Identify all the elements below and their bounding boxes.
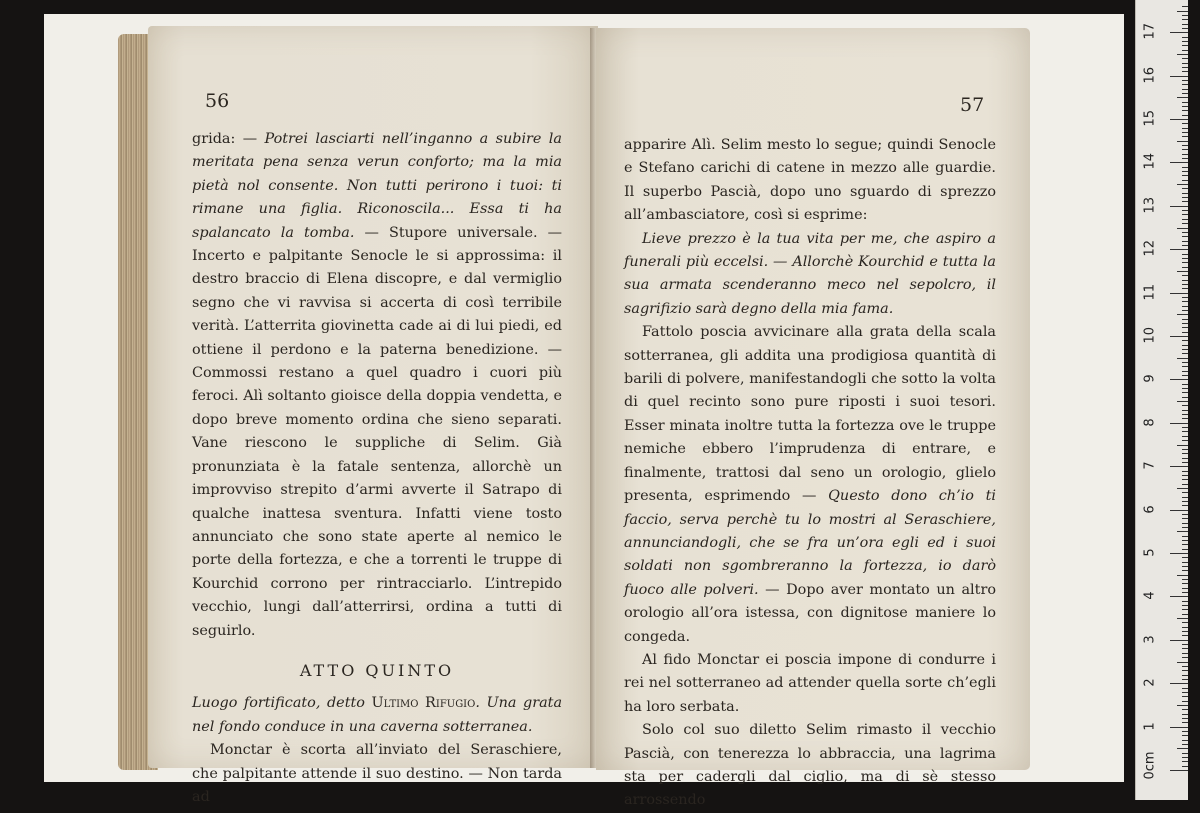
ruler-label: 3 [1142, 635, 1158, 644]
ruler-tick [1182, 210, 1188, 211]
ruler-tick [1182, 71, 1188, 72]
ruler-tick [1182, 102, 1188, 103]
ruler-tick [1182, 475, 1188, 476]
ruler-label: 13 [1142, 196, 1158, 214]
ruler-tick [1182, 171, 1188, 172]
ruler-tick [1182, 666, 1188, 667]
ruler-tick [1182, 766, 1188, 767]
ruler-tick [1182, 614, 1188, 615]
right-paragraph-1: apparire Alì. Selim mesto lo segue; quindi Senocle e Stefano carichi di catene in mezzo alle guardie. Il superbo Pascià, dopo uno sguardo di sprezzo all’ambasciatore, così si esprime: [624, 137, 996, 224]
ruler-tick [1177, 271, 1188, 272]
ruler-label: 11 [1142, 283, 1158, 301]
ruler-tick [1182, 301, 1188, 302]
ruler-tick [1182, 214, 1188, 215]
act-title: ATTO QUINTO [299, 660, 455, 680]
ruler-tick [1182, 319, 1188, 320]
ruler-tick [1182, 245, 1188, 246]
ruler-label: 2 [1142, 678, 1158, 687]
ruler-label: 4 [1142, 591, 1158, 601]
ruler-tick [1170, 466, 1188, 467]
ruler-tick [1182, 58, 1188, 59]
ruler-tick [1182, 701, 1188, 702]
ruler-tick [1182, 609, 1188, 610]
measurement-ruler [1135, 0, 1188, 800]
ruler-tick [1177, 488, 1188, 489]
ruler-tick [1170, 727, 1188, 728]
ruler-tick [1182, 366, 1188, 367]
ruler-tick [1182, 89, 1188, 90]
ruler-tick [1182, 24, 1188, 25]
ruler-label: 6 [1142, 504, 1158, 514]
ruler-tick [1182, 497, 1188, 498]
ruler-tick [1182, 714, 1188, 715]
ruler-tick [1182, 440, 1188, 441]
open-book [118, 26, 1034, 809]
ruler-tick [1170, 293, 1188, 294]
ruler-tick [1177, 618, 1188, 619]
ruler-tick [1182, 362, 1188, 363]
ruler-tick [1182, 405, 1188, 406]
ruler-tick [1182, 484, 1188, 485]
ruler-tick [1170, 510, 1188, 511]
ruler-tick [1182, 340, 1188, 341]
ruler-tick [1182, 236, 1188, 237]
ali-speech: Potrei lasciarti nell’inganno a subire la meritata pena senza verun conforto; ma la mia pietà nol consente. Non tutti perirono i tuoi: ti rimane una figlia. Riconoscila... Essa ti ha spalancato la tomba. [192, 131, 562, 241]
ruler-tick [1177, 141, 1188, 142]
left-page-number: 56 [205, 90, 230, 112]
ruler-tick [1182, 471, 1188, 472]
ruler-tick [1182, 505, 1188, 506]
ruler-tick [1182, 349, 1188, 350]
ruler-tick [1177, 575, 1188, 576]
right-paragraph-3: Fattolo poscia avvicinare alla grata della scala sotterranea, gli addita una prodigiosa quantità di barili di polvere, manifestandogli che sotto la volta di quel recinto sono pure riposti i suoi tesori. Esser minata inoltre tutta la fortezza ove le truppe nemiche ebbero l’imprudenza di entrare, e finalmente, trattosi dal seno un orologio, glielo presenta, esprimendo — Questo dono ch’io ti faccio, serva perchè tu lo mostri al Seraschiere, annunciandogli, che se fra un’ora egli ed i suoi soldati non sgombreranno la fortezza, io darò fuoco alle polveri. — Dopo aver montato un altro orologio all’ora istessa, con dignitose maniere lo congeda. [624, 324, 997, 645]
left-paragraph-1: grida: — Potrei lasciarti nell’inganno a subire la meritata pena senza verun conforto; ma la mia pietà nol consente. Non tutti perirono i tuoi: ti rimane una figlia. Riconoscila... Essa ti ha spalancato la tomba. — Stupore universale. — Incerto e palpitante Senocle le si approssima: il destro braccio di Elena discopre, e dal vermiglio segno che vi ravvisa si accerta di così terribile verità. L’atterrita giovinetta cade ai di lui piedi, ed ottiene il perdono e la paterna benedizione. — Commossi restano a quel quadro i cuori più feroci. Alì soltanto gioisce della doppia vendetta, e dopo breve momento ordina che sieno separati. Vane riescono le suppliche di Selim. Già pronunziata è la fatale sentenza, allorchè un improvviso strepito d’armi avverte il Satrapo di qualche inattesa sventura. Infatti viene tosto annunciato che sono state aperte al nemico le porte della fortezza, e che a torrenti le truppe di Kourchid corrono per rintracciarlo. L’intrepido vecchio, lungi dall’atterrirsi, ordina a tutti di seguirlo. [192, 131, 562, 639]
ruler-tick [1182, 84, 1188, 85]
ruler-tick [1170, 162, 1188, 163]
ruler-tick [1182, 128, 1188, 129]
ruler-tick [1177, 358, 1188, 359]
ruler-tick [1170, 206, 1188, 207]
ruler-tick [1182, 327, 1188, 328]
ruler-tick [1182, 280, 1188, 281]
ruler-tick [1182, 115, 1188, 116]
ruler-label: 15 [1142, 109, 1158, 127]
ruler-tick [1182, 761, 1188, 762]
ruler-tick [1182, 757, 1188, 758]
ruler-tick [1182, 579, 1188, 580]
ruler-tick [1182, 50, 1188, 51]
ruler-tick [1177, 54, 1188, 55]
ruler-tick [1182, 345, 1188, 346]
ruler-tick [1182, 557, 1188, 558]
ruler-tick [1182, 562, 1188, 563]
ruler-tick [1182, 197, 1188, 198]
ruler-label: 8 [1142, 418, 1158, 427]
ruler-tick [1182, 566, 1188, 567]
ruler-tick [1182, 284, 1188, 285]
ruler-tick [1177, 97, 1188, 98]
ruler-tick [1182, 106, 1188, 107]
ruler-tick [1170, 423, 1188, 424]
ruler-tick [1182, 254, 1188, 255]
ruler-tick [1182, 80, 1188, 81]
ruler-tick [1182, 431, 1188, 432]
ruler-tick [1182, 588, 1188, 589]
ruler-tick [1182, 657, 1188, 658]
right-paragraph-5: Solo col suo diletto Selim rimasto il vecchio Pascià, con tenerezza lo abbraccia, una lagrima sta per cadergli dal ciglio, ma di sè stesso arrossendo [624, 722, 996, 809]
ruler-tick [1182, 740, 1188, 741]
ruler-tick [1182, 622, 1188, 623]
ruler-tick [1182, 653, 1188, 654]
ruler-tick [1182, 132, 1188, 133]
ruler-tick [1182, 154, 1188, 155]
ruler-tick [1182, 583, 1188, 584]
ruler-tick [1182, 193, 1188, 194]
ruler-tick [1182, 718, 1188, 719]
ruler-tick [1170, 249, 1188, 250]
ruler-tick [1182, 696, 1188, 697]
ruler-tick [1182, 175, 1188, 176]
ruler-tick [1182, 371, 1188, 372]
ruler-tick [1182, 453, 1188, 454]
right-page-number: 57 [960, 94, 985, 116]
ruler-tick [1182, 28, 1188, 29]
ruler-tick [1182, 180, 1188, 181]
ruler-tick [1182, 110, 1188, 111]
ruler-tick [1182, 753, 1188, 754]
ruler-tick [1182, 275, 1188, 276]
ruler-tick [1182, 679, 1188, 680]
ruler-tick [1177, 445, 1188, 446]
ruler-tick [1182, 631, 1188, 632]
ruler-tick [1170, 596, 1188, 597]
ruler-tick [1182, 514, 1188, 515]
ruler-tick [1182, 223, 1188, 224]
ruler-tick [1182, 549, 1188, 550]
ruler-tick [1170, 379, 1188, 380]
ruler-label: 5 [1142, 548, 1158, 557]
ruler-tick [1182, 418, 1188, 419]
ruler-label: 10 [1142, 326, 1158, 344]
ruler-tick [1182, 158, 1188, 159]
ruler-tick [1182, 145, 1188, 146]
ruler-tick [1182, 219, 1188, 220]
ruler-tick [1177, 228, 1188, 229]
ruler-tick [1182, 297, 1188, 298]
ruler-tick [1182, 492, 1188, 493]
ruler-tick [1170, 770, 1188, 771]
ruler-label: 7 [1142, 461, 1158, 470]
ruler-tick [1182, 644, 1188, 645]
ruler-tick [1182, 536, 1188, 537]
ruler-tick [1182, 6, 1188, 7]
ruler-tick [1182, 288, 1188, 289]
ruler-label: 12 [1142, 240, 1158, 257]
ruler-tick [1182, 37, 1188, 38]
ruler-tick [1170, 683, 1188, 684]
ruler-tick [1170, 553, 1188, 554]
left-page [148, 26, 598, 805]
ruler-tick [1182, 501, 1188, 502]
ruler-tick [1170, 336, 1188, 337]
ruler-tick [1170, 640, 1188, 641]
ruler-tick [1182, 63, 1188, 64]
ruler-tick [1177, 662, 1188, 663]
ruler-tick [1177, 531, 1188, 532]
ruler-tick [1182, 479, 1188, 480]
ruler-tick [1182, 527, 1188, 528]
ruler-tick [1177, 705, 1188, 706]
ruler-tick [1182, 675, 1188, 676]
ruler-tick [1182, 735, 1188, 736]
ruler-tick [1182, 688, 1188, 689]
ruler-tick [1182, 414, 1188, 415]
ruler-tick [1182, 332, 1188, 333]
ruler-tick [1182, 149, 1188, 150]
ruler-tick [1182, 544, 1188, 545]
ruler-tick [1182, 201, 1188, 202]
ruler-label: 14 [1142, 153, 1158, 170]
left-page-text [192, 128, 562, 809]
ruler-tick [1182, 392, 1188, 393]
ruler-tick [1182, 15, 1188, 16]
ruler-tick [1182, 353, 1188, 354]
ruler-tick [1182, 188, 1188, 189]
ruler-tick [1182, 388, 1188, 389]
ruler-tick [1177, 184, 1188, 185]
ruler-tick [1182, 570, 1188, 571]
ruler-tick [1182, 310, 1188, 311]
ruler-tick [1182, 167, 1188, 168]
right-paragraph-4: Al fido Monctar ei poscia impone di condurre i rei nel sotterraneo ad attender quella sorte ch’egli ha loro serbata. [624, 651, 996, 715]
ruler-tick [1170, 32, 1188, 33]
ruler-tick [1182, 462, 1188, 463]
ruler-tick [1182, 540, 1188, 541]
ruler-tick [1182, 241, 1188, 242]
ruler-tick [1177, 748, 1188, 749]
ruler-tick [1177, 401, 1188, 402]
ruler-tick [1182, 262, 1188, 263]
ruler-tick [1182, 692, 1188, 693]
right-paragraph-2-speech: Lieve prezzo è la tua vita per me, che aspiro a funerali più eccelsi. — Allorchè Kourchid e tutta la sua armata scenderanno meco nel sepolcro, il sagrifizio sarà degno della mia fama. [624, 230, 996, 317]
ruler-tick [1182, 731, 1188, 732]
left-paragraph-2: Monctar è scorta all’inviato del Seraschiere, che palpitante attende il suo destino. — Non tarda ad [192, 742, 562, 805]
ruler-tick [1182, 605, 1188, 606]
ruler-tick [1177, 11, 1188, 12]
ruler-tick [1182, 397, 1188, 398]
ruler-tick [1182, 41, 1188, 42]
ruler-tick [1182, 136, 1188, 137]
ruler-label: 17 [1142, 23, 1158, 40]
ruler-label: 16 [1142, 66, 1158, 84]
ruler-tick [1182, 648, 1188, 649]
ruler-tick [1170, 76, 1188, 77]
ruler-tick [1182, 592, 1188, 593]
ruler-tick [1182, 323, 1188, 324]
ruler-label: 1 [1142, 721, 1158, 731]
ruler-tick [1182, 458, 1188, 459]
ruler-tick [1182, 410, 1188, 411]
ruler-label: 9 [1142, 374, 1158, 384]
right-page-text [624, 134, 996, 813]
ruler-tick [1182, 518, 1188, 519]
ruler-tick [1182, 523, 1188, 524]
ruler-tick [1182, 67, 1188, 68]
ruler-tick [1182, 258, 1188, 259]
ruler-tick [1182, 709, 1188, 710]
ruler-tick [1182, 19, 1188, 20]
ruler-tick [1182, 384, 1188, 385]
ruler-tick [1182, 45, 1188, 46]
ruler-tick [1182, 232, 1188, 233]
ruler-tick [1182, 93, 1188, 94]
ruler-tick [1182, 722, 1188, 723]
ruler-tick [1182, 670, 1188, 671]
ruler-tick [1182, 744, 1188, 745]
ruler-unit-label: 0cm [1142, 751, 1158, 780]
ruler-tick [1182, 267, 1188, 268]
ruler-tick [1182, 627, 1188, 628]
ruler-tick [1182, 306, 1188, 307]
ruler-tick [1177, 314, 1188, 315]
ruler-tick [1182, 375, 1188, 376]
ruler-tick [1182, 436, 1188, 437]
ruler-tick [1182, 635, 1188, 636]
ruler-tick [1182, 601, 1188, 602]
ruler-tick [1170, 119, 1188, 120]
ruler-tick [1182, 123, 1188, 124]
ruler-tick [1182, 449, 1188, 450]
right-page [596, 28, 1030, 809]
scene-description: Luogo fortificato, detto Ultimo Rifugio. Una grata nel fondo conduce in una caverna sotterranea. [192, 695, 563, 735]
ruler-tick [1182, 427, 1188, 428]
